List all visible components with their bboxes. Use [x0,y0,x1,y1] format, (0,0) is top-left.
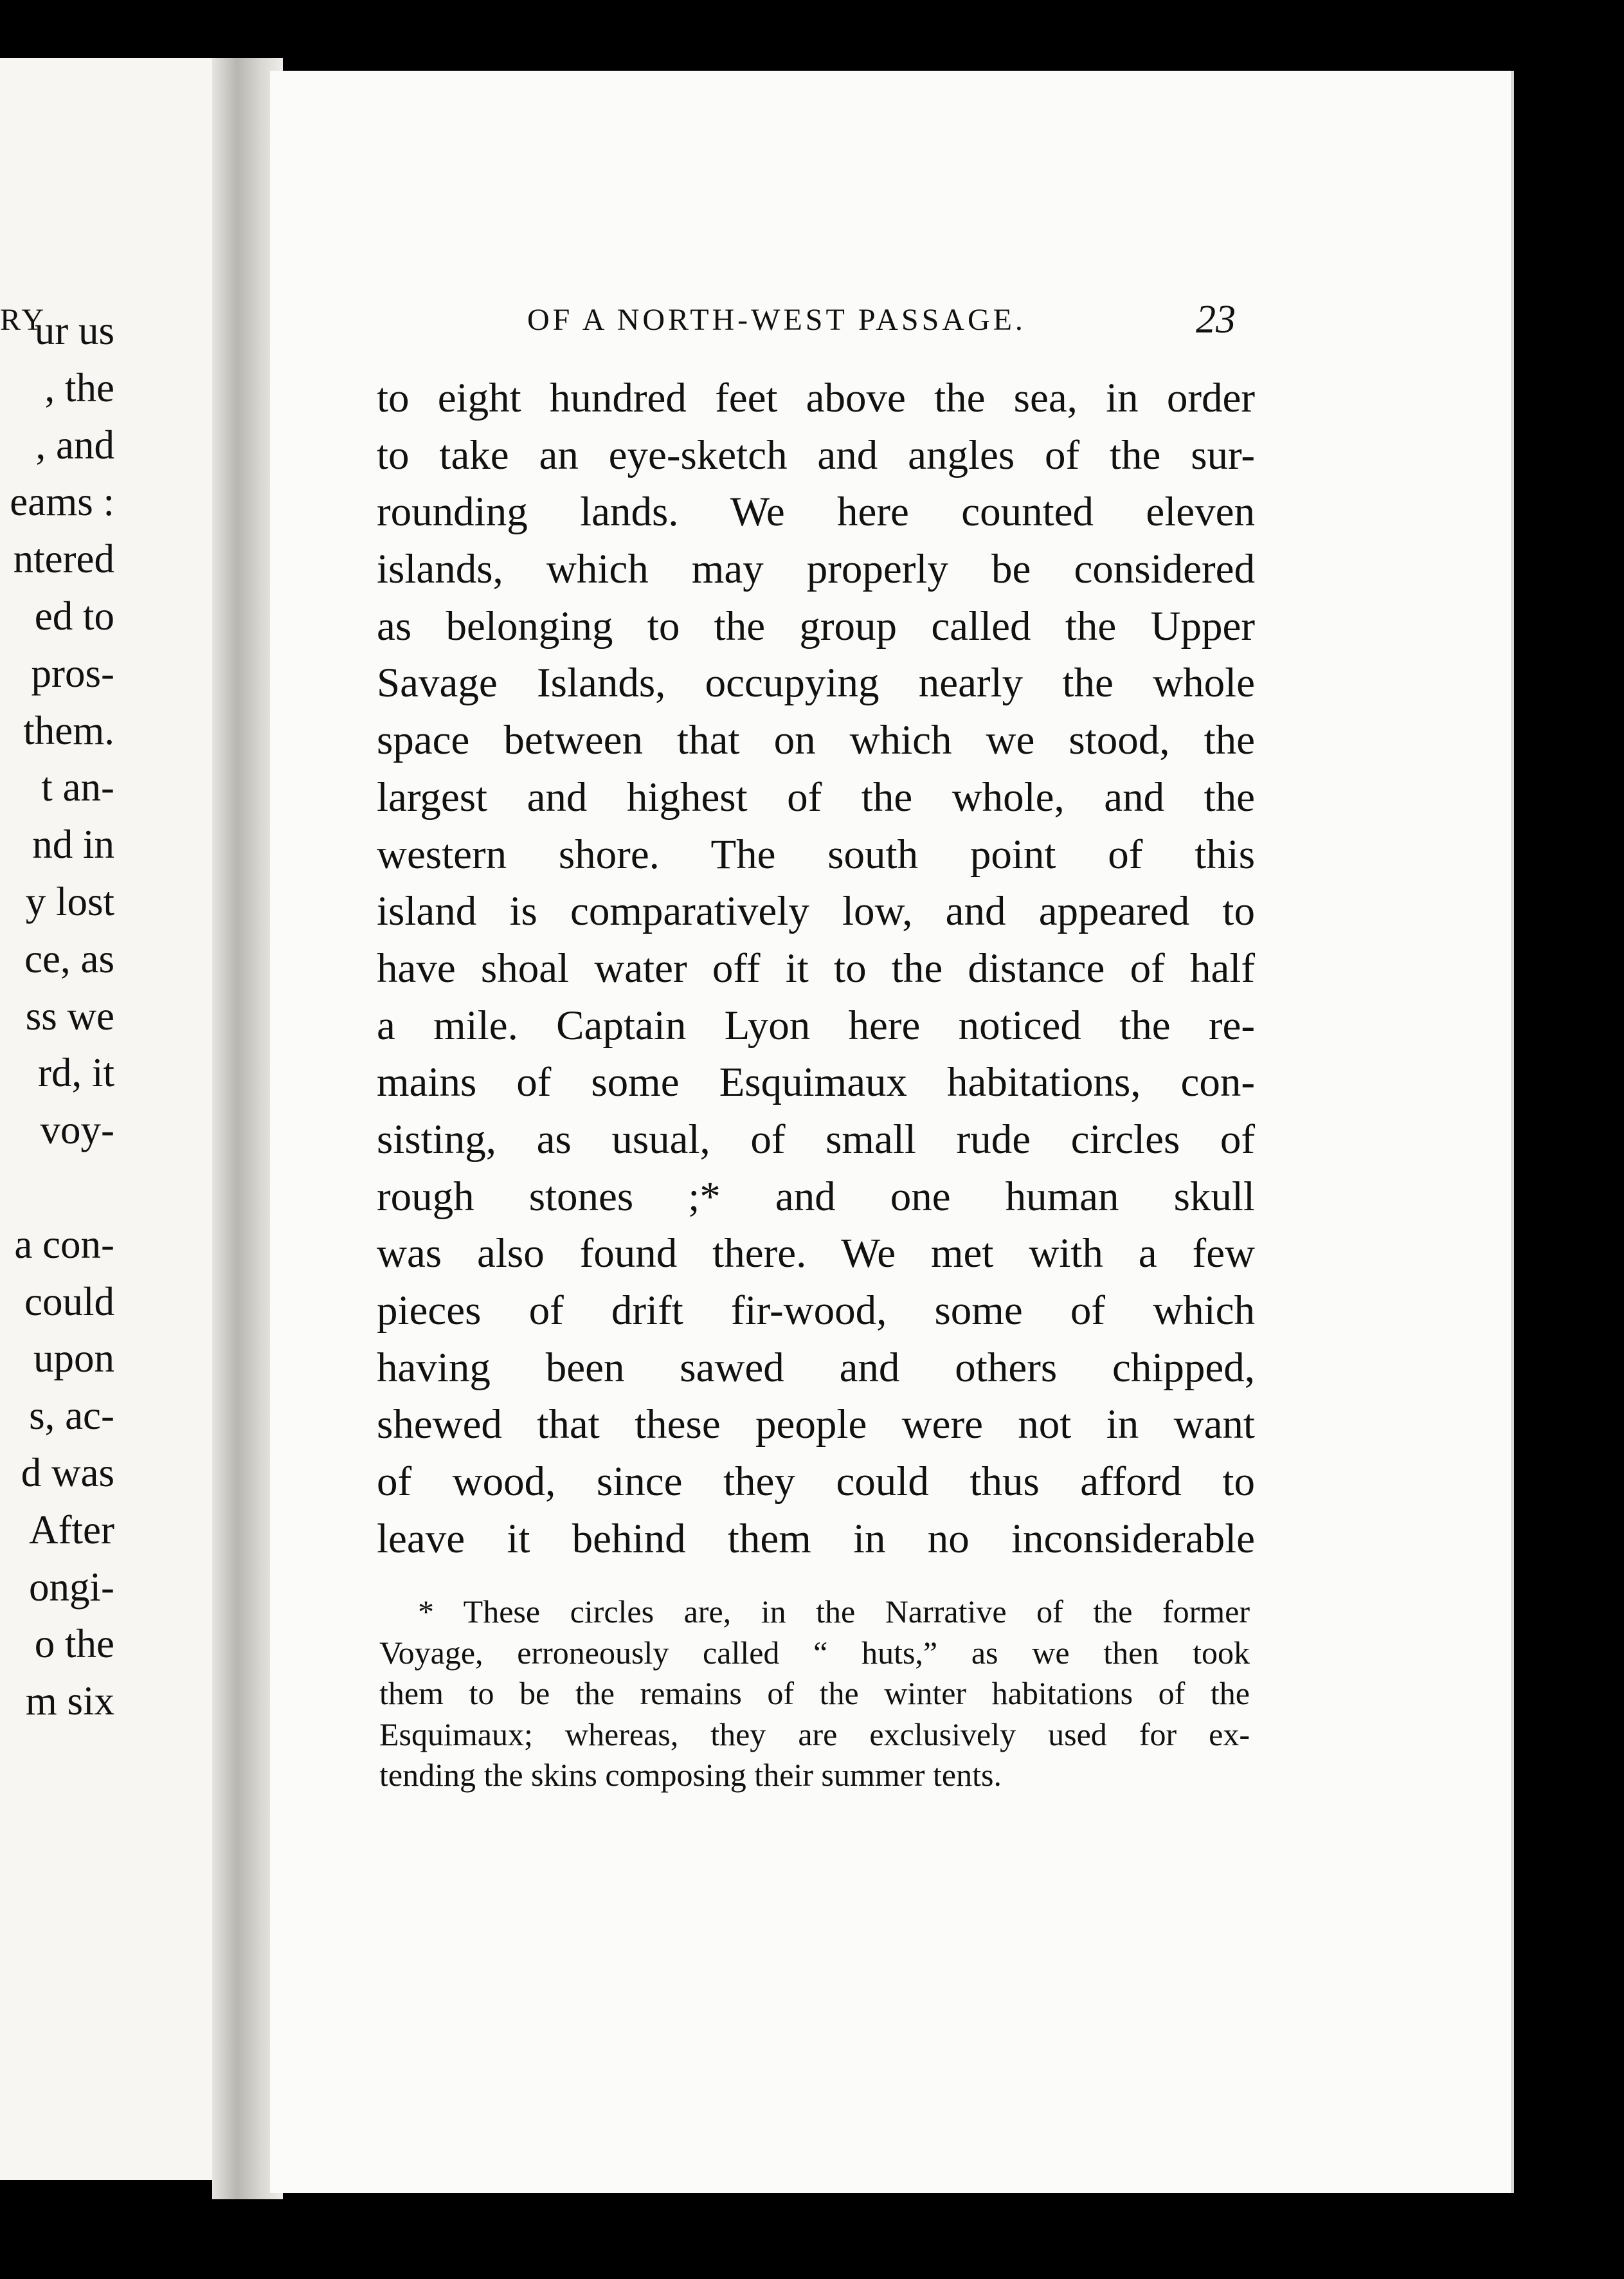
left-line: ur us [34,308,114,353]
footnote [379,1592,1250,1796]
footnote-line: * These circles are, in the Narrative of the former [418,1593,1250,1630]
left-line: y lost [25,878,114,924]
body-line: pieces of drift fir-wood, some of which [377,1287,1255,1334]
left-line: s, ac- [29,1393,114,1439]
left-line: nd in [32,822,114,867]
running-head: OF A NORTH-WEST PASSAGE. [527,303,1026,337]
body-line: was also found there. We met with a few [377,1230,1255,1277]
page-number: 23 [1196,298,1236,341]
left-line: ongi- [29,1564,114,1610]
left-line: t an- [41,765,114,810]
left-line: m six [25,1678,114,1724]
left-line: upon [33,1336,114,1381]
body-line: islands, which may properly be considered [377,546,1255,593]
left-line [0,1159,114,1216]
body-line: sisting, as usual, of small rude circles of [377,1116,1255,1163]
footnote-line: them to be the remains of the winter habitations of the [379,1675,1250,1711]
body-line: rough stones ;* and one human skull [377,1173,1255,1220]
body-line: to take an eye-sketch and angles of the sur- [377,431,1255,478]
left-line: rd, it [38,1050,114,1096]
left-line: , the [44,365,114,410]
body-line: rounding lands. We here counted eleven [377,489,1255,536]
left-line: ss we [25,993,114,1039]
body-line: mains of some Esquimaux habitations, con- [377,1059,1255,1106]
left-line: a con- [14,1221,114,1267]
body-line: shewed that these people were not in want [377,1401,1255,1448]
body-line: island is comparatively low, and appeared to [377,888,1255,935]
footnote-line: Voyage, erroneously called “ huts,” as we then took [379,1634,1250,1671]
left-page-text [0,302,114,1730]
body-line: a mile. Captain Lyon here noticed the re- [377,1002,1255,1049]
body-line: space between that on which we stood, the [377,717,1255,764]
left-line: ce, as [24,936,114,981]
left-line: pros- [31,650,114,696]
left-line: ntered [13,536,114,582]
left-line: could [24,1278,114,1324]
body-line: largest and highest of the whole, and the [377,774,1255,821]
body-line: to eight hundred feet above the sea, in order [377,375,1255,421]
body-line: Savage Islands, occupying nearly the whole [377,660,1255,707]
body-line: have shoal water off it to the distance of half [377,945,1255,992]
body-line: of wood, since they could thus afford to [377,1458,1255,1505]
left-running-head: RY [0,303,47,337]
left-line: voy- [40,1107,114,1153]
left-line: them. [23,707,114,753]
left-line: After [29,1507,114,1552]
body-line: having been sawed and others chipped, [377,1344,1255,1391]
body-line: leave it behind them in no inconsiderable [377,1515,1255,1562]
footnote-line: Esquimaux; whereas, they are exclusively used for ex- [379,1716,1250,1752]
body-line: western shore. The south point of this [377,831,1255,878]
footnote-line: tending the skins composing their summer tents. [379,1757,1002,1793]
body-line: as belonging to the group called the Upper [377,603,1255,649]
left-line: o the [34,1621,114,1667]
body-text [377,370,1255,1567]
left-line: d was [21,1449,114,1495]
left-line: eams : [10,479,114,525]
left-line: ed to [34,593,114,639]
left-line: , and [35,422,114,468]
